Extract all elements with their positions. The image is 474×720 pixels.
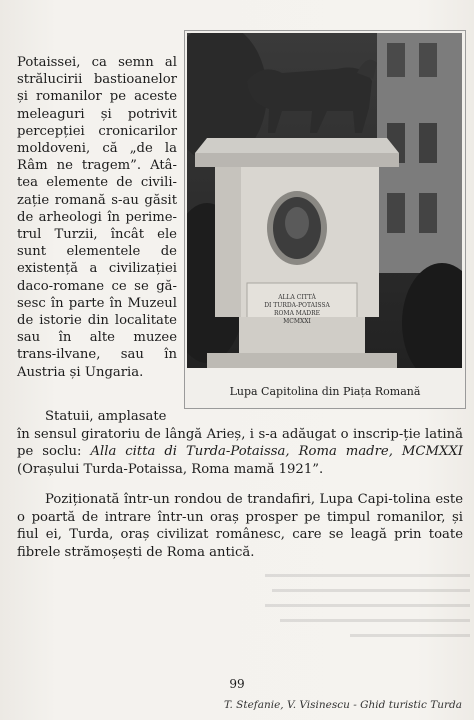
figure bbox=[184, 30, 466, 409]
page-number: 99 bbox=[229, 677, 245, 691]
latin-inscription: Alla citta di Turda-Potaissa, Roma madre, MCMXXI bbox=[90, 444, 463, 460]
footer-credit: T. Stefanie, V. Visinescu - Ghid turistic Turda bbox=[224, 699, 462, 711]
bleed-through-text bbox=[260, 570, 470, 644]
statues-text-before: în sensul giratoriu de lângă Arieș, i s-a adăugat o inscrip-ție latină pe soclu: bbox=[17, 426, 463, 460]
paragraph-statues-text bbox=[17, 426, 463, 479]
inscription-line: ROMA MADRE bbox=[273, 310, 321, 317]
inscription-line: ALLA CITTÀ bbox=[278, 294, 316, 301]
paragraph-roses-block bbox=[17, 491, 463, 561]
inscription-line: DI TURDA-POTAISSA bbox=[264, 302, 330, 309]
paragraph-roses: Poziționată într-un rondou de trandafiri, Lupa Capi-tolina este o poartă de intrare într-un oraș prosper pe timpul romanilor, și fiul ei, Turda, oraș civilizat românesc, care se leagă prin toate fibrele strămoșești de Roma antică. bbox=[17, 492, 463, 560]
left-column-paragraph: Potaissei, ca semn al strălucirii bastioanelor și romanilor pe aceste meleaguri și potrivit percepției cronicarilor moldoveni, că „de la Râm ne tragem”. Atâ-tea elemente de civili-zație romană s-au găsit de arheologi în perime-trul Turzii, încât ele sunt elementele de existență a civilizației daco-romane ce se gă-sesc în parte în Muzeul de istorie din localitate sau în alte muzee trans-ilvane, sau în Austria și Ungaria. bbox=[17, 55, 177, 380]
paragraph-statues bbox=[17, 408, 463, 478]
inscription-line: MCMXXI bbox=[283, 318, 311, 325]
statue-photo bbox=[187, 33, 462, 368]
paragraph-statues-first: Statuii, amplasate bbox=[45, 409, 167, 424]
statues-text-after: (Orașului Turda-Potaissa, Roma mamă 1921”. bbox=[17, 461, 324, 477]
figure-caption: Lupa Capitolina din Piața Romană bbox=[229, 385, 421, 398]
left-text-column bbox=[17, 54, 177, 381]
